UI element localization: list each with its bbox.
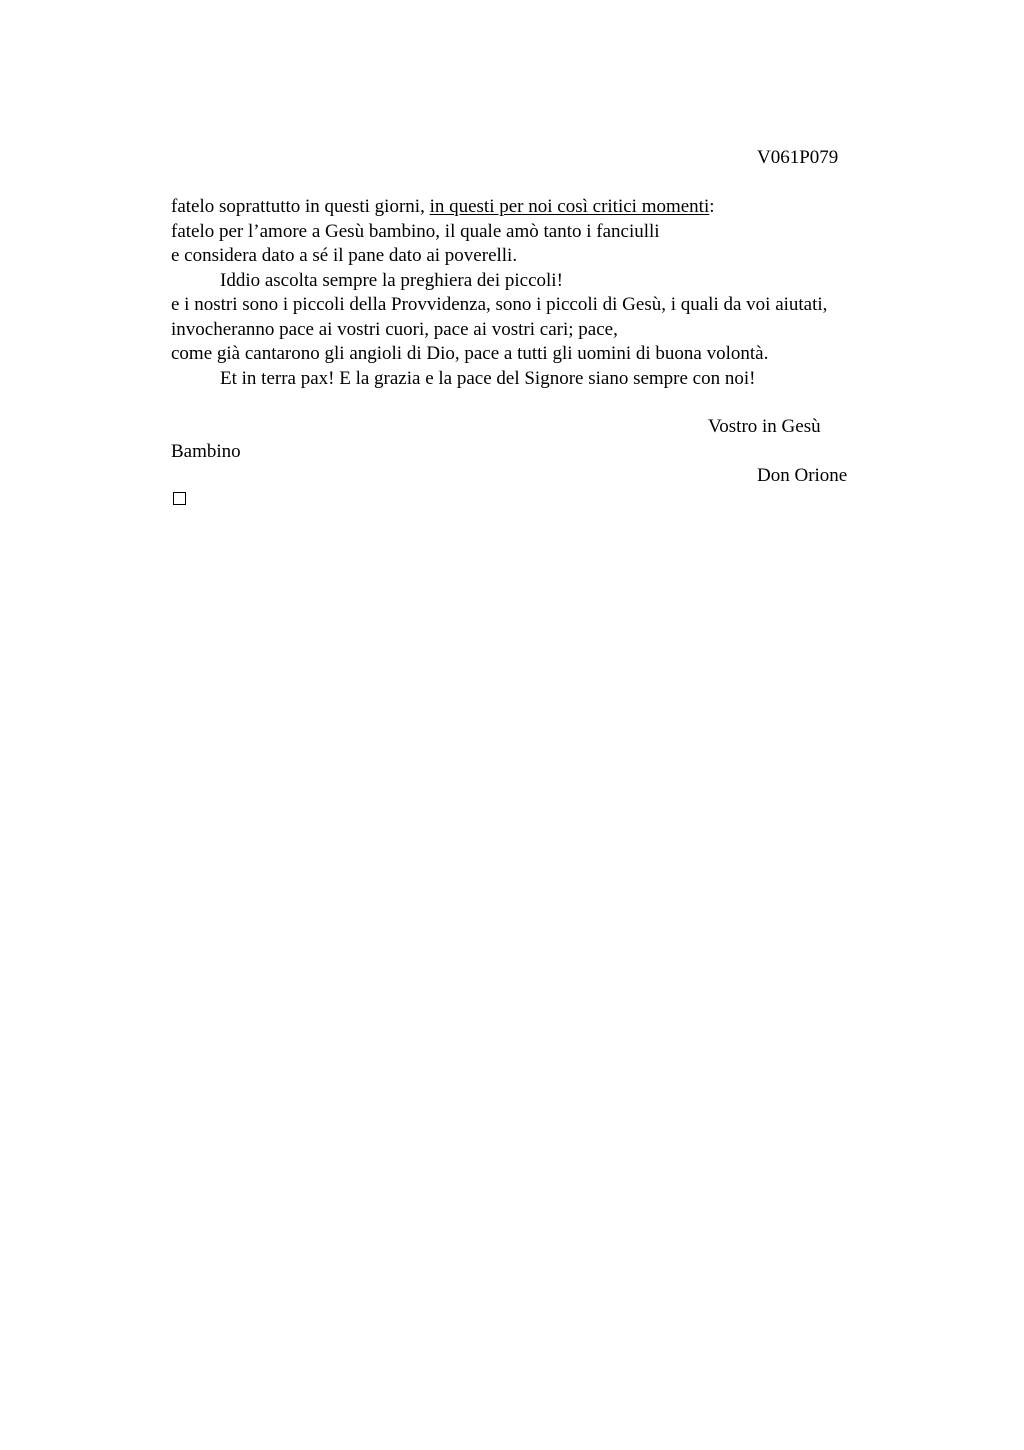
empty-square-icon — [173, 492, 186, 505]
body-line-8: Et in terra pax! E la grazia e la pace del Signore siano sempre con noi! — [220, 367, 756, 389]
body-line-7: come già cantarono gli angioli di Dio, pace a tutti gli uomini di buona volontà. — [171, 343, 769, 364]
body-line-2: fatelo per l’amore a Gesù bambino, il quale amò tanto i fanciulli — [171, 220, 660, 242]
body-line-6: invocheranno pace ai vostri cuori, pace ai vostri cari; pace, — [171, 318, 618, 340]
letter-body — [171, 195, 931, 391]
body-line-1-end: : — [709, 196, 715, 217]
body-line-3: e considera dato a sé il pane dato ai poverelli. — [171, 245, 518, 266]
body-line-4: Iddio ascolta sempre la preghiera dei piccoli! — [220, 269, 563, 291]
underlined-phrase: in questi per noi così critici momenti — [429, 196, 710, 217]
closing-salutation: Vostro in Gesù — [708, 416, 821, 437]
signature: Don Orione — [757, 465, 848, 486]
closing-salutation-continued: Bambino — [171, 441, 241, 462]
body-line-1-start: fatelo soprattutto in questi giorni, — [171, 196, 430, 217]
body-line-5: e i nostri sono i piccoli della Provvidenza, sono i piccoli di Gesù, i quali da voi aiutati, — [171, 294, 828, 315]
body-line-1 — [171, 195, 931, 220]
page-identifier: V061P079 — [757, 147, 839, 168]
